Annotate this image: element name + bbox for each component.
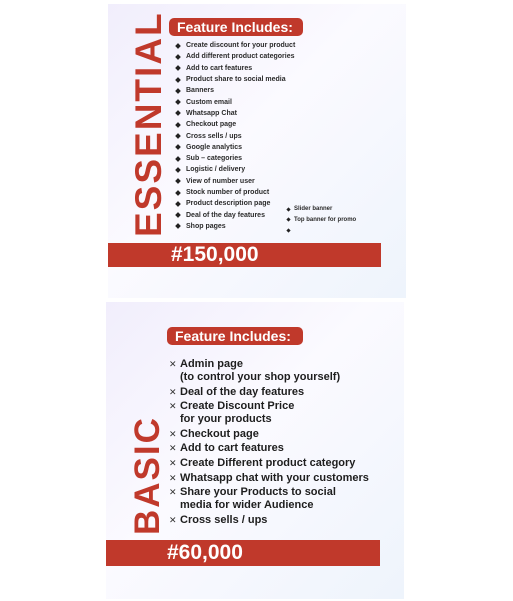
- x-mark-icon: ✕: [169, 472, 177, 483]
- feature-item-label: Checkout page: [186, 121, 237, 129]
- diamond-bullet-icon: [286, 207, 290, 211]
- basic-feature-header: Feature Includes:: [167, 327, 303, 345]
- feature-item-label: Add to cart features: [186, 64, 253, 72]
- feature-item-label: Product share to social media: [186, 76, 286, 84]
- feature-item-label: Google analytics: [186, 143, 243, 151]
- diamond-bullet-icon: [175, 212, 181, 218]
- feature-item: [169, 386, 369, 399]
- feature-item-label: Banners: [186, 87, 215, 95]
- feature-item: [287, 215, 356, 226]
- essential-feature-header: Feature Includes:: [169, 18, 303, 36]
- basic-price: #60,000: [167, 541, 243, 564]
- feature-item: [176, 221, 295, 232]
- x-mark-icon: ✕: [169, 386, 177, 397]
- diamond-bullet-icon: [175, 111, 181, 117]
- essential-price-bar: [108, 243, 381, 267]
- feature-item-label: Custom email: [186, 98, 232, 106]
- feature-item-label: Checkout page: [180, 427, 259, 440]
- feature-item: [287, 204, 356, 215]
- feature-item-label: Admin page (to control your shop yourself): [180, 358, 341, 383]
- feature-item-label: Cross sells / ups: [180, 513, 268, 526]
- feature-item: [176, 130, 295, 141]
- feature-item: [176, 74, 295, 85]
- feature-item: [176, 164, 295, 175]
- feature-item-label: Whatsapp Chat: [186, 109, 237, 117]
- feature-item: [176, 187, 295, 198]
- feature-item-label: Create Different product category: [180, 456, 356, 469]
- feature-item: [169, 358, 369, 384]
- diamond-bullet-icon: [175, 54, 181, 60]
- essential-package-card: [108, 4, 406, 298]
- diamond-bullet-icon: [175, 156, 181, 162]
- feature-item-label: Slider banner: [294, 206, 333, 213]
- feature-item: [169, 472, 369, 485]
- diamond-bullet-icon: [175, 88, 181, 94]
- diamond-bullet-icon: [175, 99, 181, 105]
- feature-item-label: Create discount for your product: [186, 42, 296, 50]
- x-mark-icon: ✕: [169, 359, 177, 369]
- x-mark-icon: ✕: [169, 401, 177, 412]
- diamond-bullet-icon: [175, 122, 181, 128]
- feature-item-label: Sub – categories: [186, 155, 243, 163]
- diamond-bullet-icon: [175, 77, 181, 83]
- feature-item-label: Product description page: [186, 200, 271, 208]
- feature-item-label: Whatsapp chat with your customers: [180, 471, 369, 484]
- basic-title: BASIC: [128, 416, 167, 535]
- feature-item: [169, 514, 369, 527]
- feature-item: [176, 209, 295, 220]
- feature-item: [169, 442, 369, 455]
- feature-item-label: Deal of the day features: [186, 211, 265, 219]
- basic-price-bar: [106, 540, 380, 566]
- diamond-bullet-icon: [175, 43, 181, 49]
- diamond-bullet-icon: [286, 228, 290, 232]
- feature-item: [169, 457, 369, 470]
- essential-title: ESSENTIAL: [128, 11, 169, 237]
- feature-item: [176, 108, 295, 119]
- feature-item: [176, 96, 295, 107]
- x-mark-icon: ✕: [169, 487, 177, 498]
- feature-item: [176, 176, 295, 187]
- feature-item: [176, 153, 295, 164]
- diamond-bullet-icon: [175, 65, 181, 71]
- feature-item-label: Add to cart features: [180, 442, 284, 455]
- feature-item: [176, 51, 295, 62]
- feature-item-label: Shop pages: [186, 222, 226, 230]
- feature-item-label: Cross sells / ups: [186, 132, 242, 140]
- diamond-bullet-icon: [175, 178, 181, 184]
- feature-item-label: Logistic / delivery: [186, 166, 246, 174]
- feature-item-label: Share your Products to social media for wider Audience: [180, 486, 336, 512]
- feature-item: [176, 63, 295, 74]
- x-mark-icon: ✕: [169, 443, 177, 454]
- basic-package-card: [106, 302, 404, 599]
- essential-side-feature-list: [287, 204, 356, 236]
- diamond-bullet-icon: [175, 133, 181, 139]
- feature-item: [176, 142, 295, 153]
- diamond-bullet-icon: [175, 190, 181, 196]
- diamond-bullet-icon: [175, 201, 181, 207]
- feature-item: [169, 400, 369, 426]
- diamond-bullet-icon: [175, 167, 181, 173]
- feature-item: [169, 486, 369, 512]
- feature-item-label: Top banner for promo: [294, 216, 357, 223]
- feature-item-label: Create Discount Price for your products: [180, 400, 295, 426]
- feature-item: [176, 119, 295, 130]
- x-mark-icon: ✕: [169, 457, 177, 468]
- feature-item-label: Add different product categories: [186, 53, 295, 61]
- feature-item-label: Stock number of product: [186, 189, 270, 196]
- feature-item-label: View of number user: [186, 177, 255, 185]
- x-mark-icon: ✕: [169, 514, 177, 525]
- essential-feature-list: [176, 40, 295, 232]
- feature-item: [176, 198, 295, 209]
- basic-feature-list: [169, 358, 369, 528]
- feature-item: [169, 428, 369, 441]
- diamond-bullet-icon: [286, 218, 290, 222]
- feature-item: [176, 40, 295, 51]
- feature-item-label: Deal of the day features: [180, 385, 305, 398]
- feature-item: [287, 225, 356, 236]
- diamond-bullet-icon: [175, 144, 181, 150]
- essential-price: #150,000: [171, 243, 259, 266]
- diamond-bullet-icon: [175, 224, 181, 230]
- feature-item: [176, 85, 295, 96]
- x-mark-icon: ✕: [169, 428, 177, 439]
